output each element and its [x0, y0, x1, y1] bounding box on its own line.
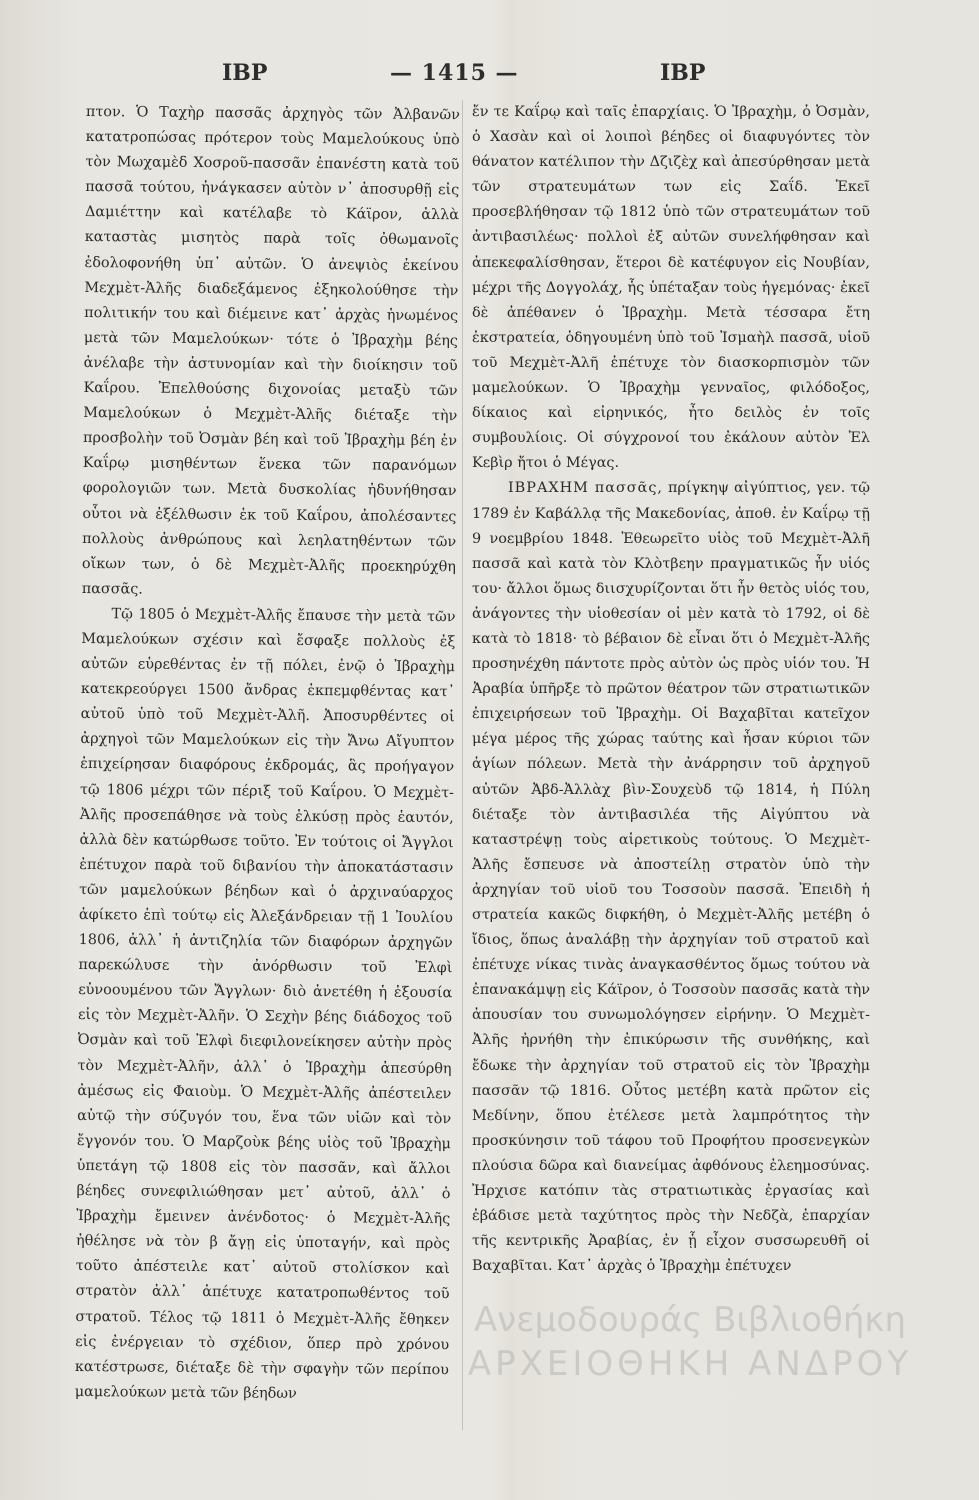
left-column	[75, 100, 460, 1408]
left-paragraph-2: Τῷ 1805 ὁ Μεχμὲτ-Ἀλῆς ἔπαυσε τὴν μετὰ τῶν Μαμελούκων σχέσιν καὶ ἔσφαξε πολλοὺς ἐξ αὐτῶν εὑρεθέντας ἐν τῇ πόλει, ἐνῷ ὁ Ἰβραχὴμ κατεκρεούργει 1500 ἄνδρας ἐκπεμφθέντας κατ᾿ αὐτοῦ ὑπὸ τοῦ Μεχμὲτ-Ἀλῆ. Ἀποσυρθέντες οἱ ἀρχηγοὶ τῶν Μαμελούκων εἰς τὴν Ἄνω Αἴγυπτον ἐπιχείρησαν διαφόρους ἐκδρομάς, ἃς προήγαγον τῷ 1806 μέχρι τῶν πέριξ τοῦ Καΐρου. Ὁ Μεχμὲτ-Ἀλῆς προσεπάθησε νὰ τοὺς ἑλκύσῃ πρὸς ἑαυτόν, ἀλλὰ δὲν κατώρθωσε τοῦτο. Ἐν τούτοις οἱ Ἄγγλοι ἐπέτυχον παρὰ τοῦ διβανίου τὴν ἀποκατάστασιν τῶν μαμελούκων βέηδων καὶ ὁ ἀρχιναύαρχος ἀφίκετο ἐπὶ τούτῳ εἰς Ἀλεξάνδρειαν τῇ 1 Ἰουλίου 1806, ἀλλ᾿ ἡ ἀντιζηλία τῶν διαφόρων ἀρχηγῶν παρεκώλυσε τὴν ἀνόρθωσιν τοῦ Ἐλφὶ εὐνοουμένου τῶν Ἄγγλων· διὸ ἀνετέθη ἡ ἐξουσία εἰς τὸν Μεχμὲτ-Ἀλῆν. Ὁ Σεχὴν βέης διάδοχος τοῦ Ὀσμὰν καὶ τοῦ Ἐλφὶ διεφιλονείκησεν αὐτὴν πρὸς τὸν Μεχμὲτ-Ἀλῆν, ἀλλ᾿ ὁ Ἰβραχὴμ ἀπεσύρθη ἀμέσως εἰς Φαιοὺμ. Ὁ Μεχμὲτ-Ἀλῆς ἀπέστειλεν αὐτῷ τὴν σύζυγόν του, ἕνα τῶν υἱῶν καὶ τὸν ἔγγονόν του. Ὁ Μαρζοὺκ βέης υἱὸς τοῦ Ἰβραχὴμ ὑπετάγη τῷ 1808 εἰς τὸν πασσᾶν, καὶ ἄλλοι βέηδες συνεφιλιώθησαν μετ᾿ αὐτοῦ, ἀλλ᾿ ὁ Ἰβραχὴμ ἔμεινεν ἀνένδοτος· ὁ Μεχμὲτ-Ἀλῆς ἠθέλησε νὰ τὸν β ἄγῃ εἰς ὑποταγήν, καὶ πρὸς τοῦτο ἀπέστειλε κατ᾿ αὐτοῦ στολίσκον καὶ στρατὸν ἀλλ᾿ ἀπέτυχε κατατροπωθέντος τοῦ στρατοῦ. Τέλος τῷ 1811 ὁ Μεχμὲτ-Ἀλῆς ἔθηκεν εἰς ἐνέργειαν τὸ σχέδιον, ὅπερ πρὸ χρόνου κατέστρωσε, διέταξε δὲ τὴν σφαγὴν τῶν περίπου μαμελούκων μετὰ τῶν βέηδων	[74, 606, 456, 1402]
right-paragraph-1: ἔν τε Καΐρῳ καὶ ταῖς ἐπαρχίαις. Ὁ Ἰβραχὴμ, ὁ Ὀσμὰν, ὁ Χασὰν καὶ οἱ λοιποὶ βέηδες οἱ διαφυγόντες τὸν θάνατον κατέλιπον τὴν Δζιζὲχ καὶ ἀπεσύρθησαν μετὰ τῶν στρατευμάτων των εἰς Σαΐδ. Ἐκεῖ προσεβλήθησαν τῷ 1812 ὑπὸ τῶν στρατευμάτων τοῦ ἀντιβασιλέως· πολλοὶ ἐξ αὐτῶν συνελήφθησαν καὶ ἀπεκεφαλίσθησαν, ἕτεροι δὲ κατέφυγον εἰς Νουβίαν, μέχρι τῆς Δογγολάχ, ἧς ὑπέταξαν τοὺς ἡγεμόνας· ἐκεῖ δὲ ἀπέθανεν ὁ Ἰβραχὴμ. Μετὰ τέσσαρα ἔτη ἐκστρατεία, ὁδηγουμένη ὑπὸ τοῦ Ἰσμαὴλ πασσᾶ, υἱοῦ τοῦ Μεχμὲτ-Ἀλῆ ἐπέτυχε τὸν διασκορπισμὸν τῶν μαμελούκων. Ὁ Ἰβραχὴμ γενναῖος, φιλόδοξος, δίκαιος καὶ εἰρηνικός, ἦτο δειλὸς ἐν τοῖς συμβουλίοις. Οἱ σύγχρονοί του ἐκάλουν αὐτὸν Ἐλ Κεβὶρ ἤτοι ὁ Μέγας.	[472, 104, 870, 472]
entry-ibrahim	[472, 476, 870, 1279]
entry-headword: ΙΒΡΑΧΗΜ πασσᾶς,	[508, 480, 663, 497]
left-paragraph-1: πτον. Ὁ Ταχὴρ πασσᾶς ἀρχηγὸς τῶν Ἀλβανῶν κατατροπώσας πρότερον τοὺς Μαμελούκους ὑπὸ τὸν Μωχαμὲδ Χοσροῦ-πασσᾶν ἐπανέστη κατὰ τοῦ πασσᾶ τούτου, ἠνάγκασεν αὐτὸν ν᾿ ἀποσυρθῇ εἰς Δαμιέττην καὶ κατέλαβε τὸ Κάϊρον, ἀλλὰ καταστὰς μισητὸς παρὰ τοῖς ὀθωμανοῖς ἐδολοφονήθη ὑπ᾿ αὐτῶν. Ὁ ἀνεψιὸς ἐκείνου Μεχμὲτ-Ἀλῆς διαδεξάμενος ἐξηκολούθησε τὴν πολιτικήν του καὶ διέμεινε κατ᾿ ἀρχὰς ἡνωμένος μετὰ τῶν Μαμελούκων· τότε ὁ Ἰβραχὴμ βέης ἀνέλαβε τὴν ἀστυνομίαν καὶ τὴν διοίκησιν τοῦ Καΐρου. Ἐπελθούσης διχονοίας μεταξὺ τῶν Μαμελούκων ὁ Μεχμὲτ-Ἀλῆς διέταξε τὴν προσβολὴν τοῦ Ὀσμὰν βέη καὶ τοῦ Ἰβραχὴμ βέη ἐν Καΐρῳ μισηθέντων ἕνεκα τῶν παρανόμων φορολογιῶν των. Μετὰ δυσκολίας ἠδυνήθησαν οὗτοι νὰ ἐξέλθωσιν ἐκ τοῦ Καΐρου, ἀπολέσαντες πολλοὺς ἀνθρώπους καὶ λεηλατηθέντων τῶν οἴκων των, ὁ δὲ Μεχμὲτ-Ἀλῆς προεκηρύχθη πασσᾶς.	[81, 103, 460, 598]
right-column	[472, 100, 870, 1279]
library-watermark	[430, 1298, 950, 1408]
watermark-line-1: Ανεμοδουράς Βιβλιοθήκη	[474, 1300, 906, 1340]
running-header	[80, 60, 900, 94]
watermark-line-2: ΑΡΧΕΙΟΘΗΚΗ ΑΝΔΡΟΥ	[467, 1344, 913, 1384]
entry-body: πρίγκηψ αἰγύπτιος, γεν. τῷ 1789 ἐν Καβάλλᾳ τῆς Μακεδονίας, ἀποθ. ἐν Καΐρῳ τῇ 9 νοεμβρίου 1848. Ἐθεωρεῖτο υἱὸς τοῦ Μεχμὲτ-Ἀλῆ πασσᾶ καὶ κατὰ τὸν Κλὸτβεην πραγματικῶς ἦν υἱός του· ἄλλοι ὅμως διισχυρίζονται ὅτι ἦν θετὸς υἱός του, ἀνάγοντες τὴν υἱοθεσίαν οἱ μὲν κατὰ τὸ 1792, οἱ δὲ κατὰ τὸ 1818· τὸ βέβαιον δὲ εἶναι ὅτι ὁ Μεχμὲτ-Ἀλῆς προσηνέχθη πάντοτε πρὸς αὐτὸν ὡς πρὸς υἱόν του. Ἡ Ἀραβία ὑπῆρξε τὸ πρῶτον θέατρον τῶν στρατιωτικῶν ἐπιχειρήσεων τοῦ Ἰβραχὴμ. Οἱ Βαχαβῖται κατεῖχον μέγα μέρος τῆς χώρας ταύτης καὶ ἦσαν κύριοι τῶν ἁγίων πόλεων. Μετὰ τὴν ἀνάρρησιν τοῦ ἀρχηγοῦ αὐτῶν Ἀβδ-Ἀλλὰχ βὶν-Σουχεὺδ τῷ 1814, ἡ Πύλη διέταξε τὸν ἀντιβασιλέα τῆς Αἰγύπτου νὰ καταστρέψῃ τοὺς αἱρετικοὺς τούτους. Ὁ Μεχμὲτ-Ἀλῆς ἔσπευσε νὰ ἀποστείλῃ στρατὸν ὑπὸ τὴν ἀρχηγίαν τοῦ υἱοῦ του Τοσσοὺν πασσᾶ. Ἐπειδὴ ἡ στρατεία κακῶς διφκήθη, ὁ Μεχμὲτ-Ἀλῆς μετέβη ὁ ἴδιος, ὅπως ἀναλάβῃ τὴν ἀρχηγίαν τοῦ στρατοῦ καὶ ἐπέτυχε νίκας τινὰς ἀναγκασθέντος ὅμως τούτου νὰ ἐπανακάμψῃ εἰς Κάϊρον, ὁ Τοσσοὺν πασσᾶς κατὰ τὴν ἀπουσίαν του συνωμολόγησεν εἰρήνην. Ὁ Μεχμὲτ-Ἀλῆς ἠρνήθη τὴν ἐπικύρωσιν τῆς συνθήκης, καὶ ἔδωκε τὴν ἀρχηγίαν τοῦ στρατοῦ εἰς τὸν Ἰβραχὴμ πασσᾶν τῷ 1816. Οὗτος μετέβη κατὰ πρῶτον εἰς Μεδίνην, ὅπου ἐτέλεσε μετὰ λαμπρότητος τὴν προσκύνησιν τοῦ τάφου τοῦ Προφήτου προσενεγκὼν πλούσια δῶρα καὶ διανείμας ἀφθόνους ἐλεημοσύνας. Ἠρχισε κατόπιν τὰς στρατιωτικὰς ἐργασίας καὶ ἐβάδισε μετὰ ταχύτητος πρὸς τὴν Νεδζὰ, ἐπαρχίαν τῆς κεντρικῆς Ἀραβίας, ἐν ᾗ εἶχον συσσωρευθῆ οἱ Βαχαβῖται. Κατ᾿ ἀρχὰς ὁ Ἰβραχὴμ ἐπέτυχεν	[472, 480, 870, 1275]
header-left-keyword: ΙΒΡ	[222, 60, 268, 86]
column-divider	[462, 100, 463, 1430]
page-number: — 1415 —	[390, 60, 519, 86]
header-right-keyword: ΙΒΡ	[660, 60, 706, 86]
